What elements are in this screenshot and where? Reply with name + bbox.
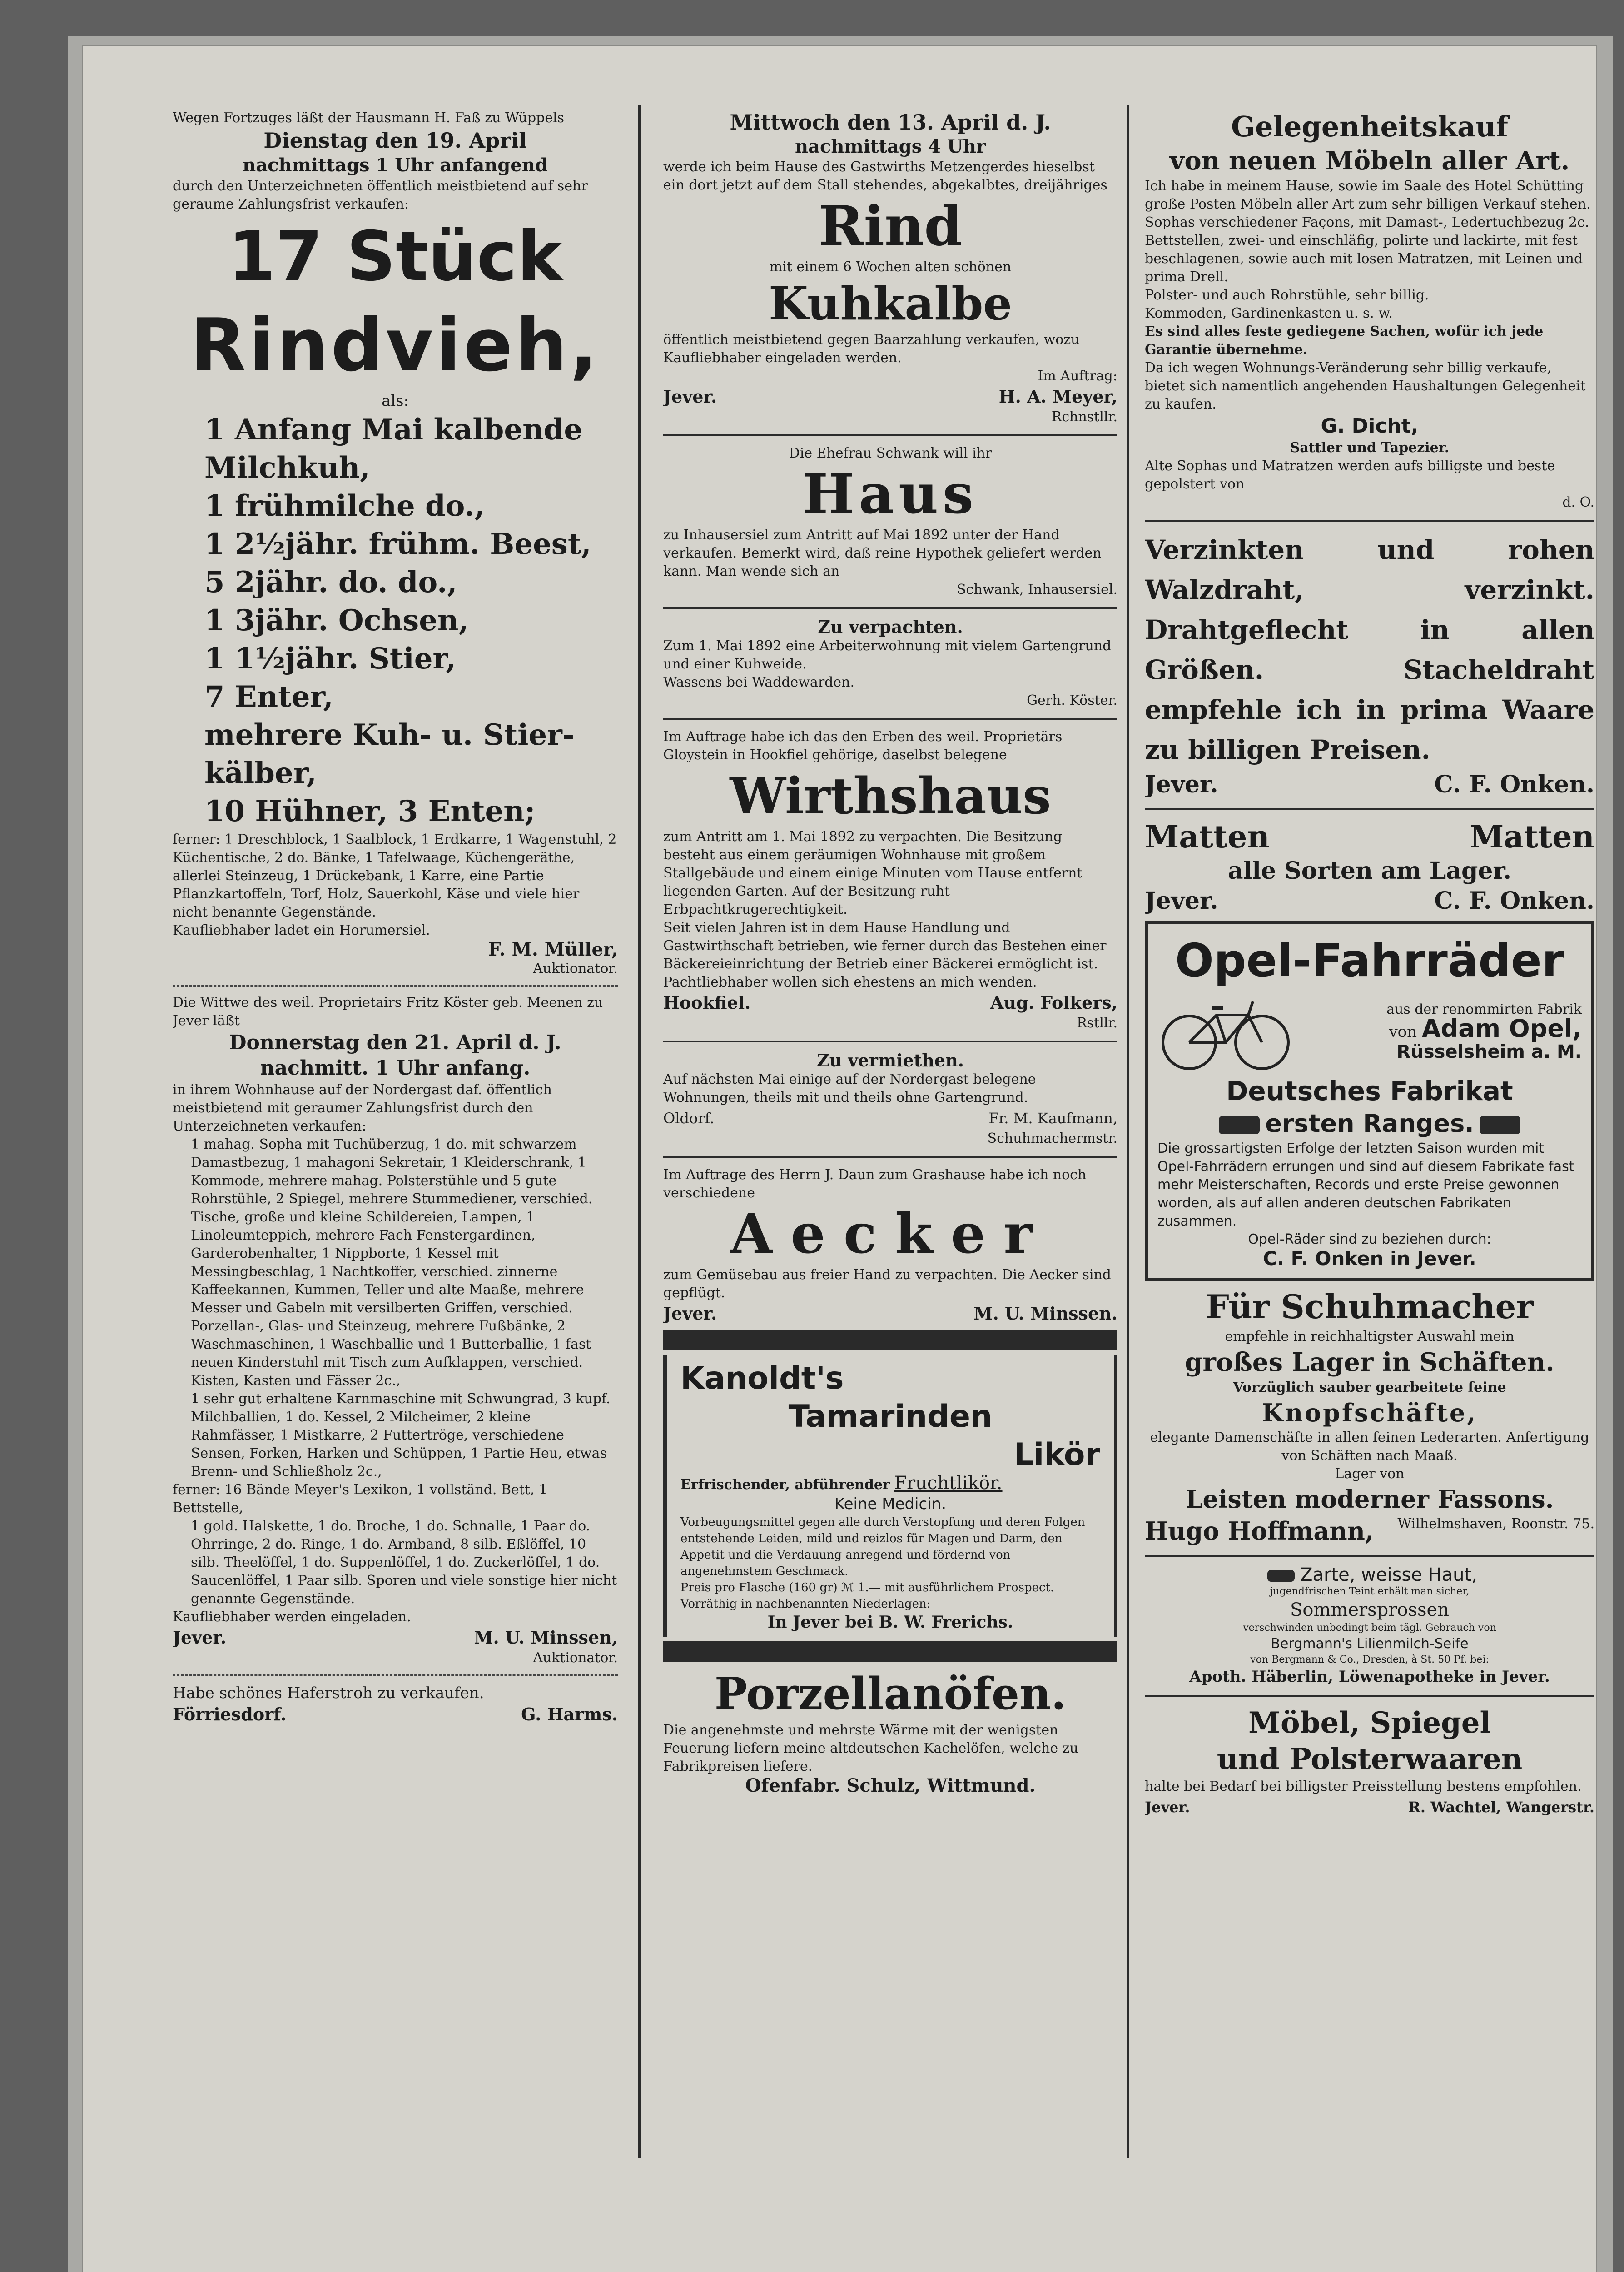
headline-row [1145, 818, 1594, 856]
ad-text: Im Auftrage habe ich das den Erben des weil. Proprietärs Gloystein in Hookfiel gehörige, daselbst belegene [663, 729, 1063, 763]
ad-headline: Haus [803, 462, 978, 526]
signature-row [663, 385, 1117, 408]
ad-text: Bettstellen, zwei- und einschläfig, polirte und lackirte, mit fest beschlagenen, sowie auch mit losen Matratzen, mit Leinen und prima Drell. [1145, 233, 1583, 285]
ad-signature-role: Auktionator. [533, 961, 618, 977]
ad-headline: Für Schuhmacher [1206, 1287, 1534, 1326]
ad-signature: C. F. Onken. [1434, 887, 1594, 915]
ad-text: 1 mahag. Sopha mit Tuchüberzug, 1 do. mit schwarzem Damastbezug, 1 mahagoni Sekretair, 1 Kleiderschrank, 1 Kommode, mehrere mahag. Polsterstühle und 5 gute Rohrstühle, 2 Spiegel, mehrere Stummediener, verschied. Tische, große und kleine Schildereien, Lampen, 1 Linoleumteppich, mehrere Fach Fenstergardinen, Garderobenhalter, 1 Nippborte, 1 Kessel mit Messingbeschlag, 1 Nachtkoffer, verschied. zinnerne Kaffeekannen, Kummen, Teller und alte Maaße, mehrere Messer und Gabeln mit versilberten Griffen, verschied. Porzellan-, Glas- und Steinzeug, mehrere Fußbänke, 2 Waschmaschinen, 1 Waschballie und 1 Butterballie, 1 fast neuen Kinderstuhl mit Tisch zum Aufklappen, verschied. Kisten, Kasten und Fässer 2c., [191, 1136, 593, 1389]
ad-signature: Hugo Hoffmann, [1145, 1516, 1374, 1545]
ad-text: Sophas verschiedener Façons, mit Damast-, Ledertuchbezug 2c. [1145, 214, 1589, 230]
ad-signature: Schwank, Inhausersiel. [957, 582, 1117, 598]
ad-date: Donnerstag den 21. April d. J. [229, 1031, 561, 1054]
ad-signature: H. A. Meyer, [998, 386, 1117, 407]
ad-text: als: [381, 392, 409, 410]
ad-headline: Aecker [730, 1202, 1051, 1266]
ad-text: Sommersprossen [1290, 1599, 1449, 1620]
ad-headline: Gelegenheitskauf [1231, 110, 1508, 143]
ad-headline: großes Lager in Schäften. [1185, 1347, 1554, 1377]
ad-text: ferner: 1 Dreschblock, 1 Saalblock, 1 Erdkarre, 1 Wagenstuhl, 2 Küchentische, 2 do. Bänke, 1 Tafelwaage, Küchengeräthe, allerlei Steinzeug, 1 Drückebank, 1 Karre, eine Partie Pflanzkartoffeln, Torf, Holz, Sauerkohl, Käse und viele hier nicht benannte Gegenstände. [173, 832, 617, 920]
ad-headline [1145, 1565, 1594, 1585]
ad-text: halte bei Bedarf bei billigster Preisstellung bestens empfohlen. [1145, 1779, 1582, 1794]
divider [173, 1674, 618, 1676]
column-1 [173, 109, 618, 2245]
ad-text: öffentlich meistbietend gegen Baarzahlung verkaufen, wozu Kaufliebhaber eingeladen werden. [663, 332, 1080, 366]
list-item: 1 3jähr. Ochsen, [204, 603, 469, 638]
ad-text: 1 gold. Halskette, 1 do. Broche, 1 do. Schnalle, 1 Paar do. Ohrringe, 2 do. Ringe, 1 do. Armband, 8 silb. Eßlöffel, 10 silb. Theelöffel, 1 do. Suppenlöffel, 1 do. Zuckerlöffel, 1 do. Saucenlöffel, 1 Paar silb. Sporen und viele sonstige hier nicht genannte Gegenstände. [191, 1518, 617, 1607]
column-3 [1145, 109, 1594, 2245]
column-2 [663, 109, 1117, 2245]
ad-place: Jever. [173, 1627, 227, 1648]
ad-place: Förriesdorf. [173, 1704, 287, 1724]
ad-city: Wilhelmshaven, Roonstr. 75. [1397, 1516, 1594, 1532]
ad-text: jugendfrischen Teint erhält man sicher, [1270, 1586, 1470, 1597]
ad-text: verschwinden unbedingt beim tägl. Gebrauch von [1243, 1622, 1496, 1634]
divider [663, 1156, 1117, 1158]
ad-headline: Likör [1013, 1437, 1100, 1473]
list-item: 1 frühmilche do., [204, 489, 485, 523]
ad-text: Pachtliebhaber wollen sich ehestens an mich wenden. [663, 974, 1037, 990]
ad-text: C. F. Onken in Jever. [1263, 1247, 1476, 1270]
ad-signature-role: Auktionator. [533, 1650, 618, 1666]
list-item: 1 2½jähr. frühm. Beest, [204, 527, 591, 561]
ad-headline: Matten [1145, 819, 1270, 855]
ad-headline [1157, 1108, 1582, 1140]
ad-text: Habe schönes Haferstroh zu verkaufen. [173, 1684, 484, 1702]
ad-text: Im Auftrag: [1038, 368, 1117, 384]
ad-heading: Zu verpachten. [818, 617, 963, 637]
ad-headline: Kanoldt's [680, 1360, 844, 1396]
signature-row [173, 1626, 618, 1649]
ad-signature: G. Dicht, [1321, 414, 1419, 438]
divider [1145, 1555, 1594, 1557]
ad-place: Oldorf. [663, 1110, 715, 1127]
ad-text: Im Auftrage des Herrn J. Daun zum Grashause habe ich noch verschiedene [663, 1167, 1087, 1201]
ad-text: Es sind alles feste gediegene Sachen, wofür ich jede Garantie übernehme. [1145, 324, 1544, 358]
signature-row [1145, 1515, 1594, 1547]
ad-signature: M. U. Minssen. [973, 1303, 1117, 1324]
ad-time: nachmittags 4 Uhr [795, 136, 986, 157]
ad-text: Vorbeugungsmittel gegen alle durch Verstopfung und deren Folgen entstehende Leiden, mild und reizlos für Magen und Darm, den Appetit und die Verdauung anregend und fördernd von angenehmstem Geschmack. [680, 1515, 1085, 1578]
ad-time: nachmitt. 1 Uhr anfang. [260, 1056, 531, 1080]
ad-text: Die grossartigsten Erfolge der letzten Saison wurden mit Opel-Fahrrädern errungen und sind auf diesem Fabrikate fast mehr Meisterschaften, Records und erste Preise gewonnen worden, als auf allen anderen deutschen Fabrikaten zusammen. [1157, 1141, 1574, 1229]
ad-headline: Leisten moderner Fassons. [1185, 1485, 1554, 1514]
ad-text: Fruchtlikör. [894, 1473, 1003, 1494]
ad-place: Jever. [1145, 771, 1218, 798]
signature-row [1145, 886, 1594, 916]
ad-text [1294, 1014, 1582, 1043]
ad-text: Alte Sophas und Matratzen werden aufs billigste und beste gepolstert von [1145, 458, 1555, 492]
ad-signature: Fr. M. Kaufmann, [988, 1110, 1117, 1127]
ad-signature: M. U. Minssen, [474, 1627, 618, 1648]
divider [663, 1041, 1117, 1042]
ad-text: ferner: 16 Bände Meyer's Lexikon, 1 vollständ. Bett, 1 Bettstelle, [173, 1482, 548, 1516]
ad-text: von [1389, 1022, 1417, 1041]
ad-text: Zum 1. Mai 1892 eine Arbeiterwohnung mit vielem Gartengrund und einer Kuhweide. [663, 638, 1112, 672]
divider [173, 985, 618, 987]
ad-headline: Tamarinden [788, 1399, 993, 1435]
ad-headline: von neuen Möbeln aller Art. [1169, 146, 1570, 176]
liqueur-ad [663, 1355, 1117, 1637]
ad-text: Lager von [1335, 1466, 1405, 1482]
ad-text: Kaufliebhaber werden eingeladen. [173, 1609, 411, 1625]
ad-heading: Zu vermiethen. [817, 1050, 964, 1071]
ad-headline: Wirthshaus [730, 767, 1051, 825]
ad-text: Seit vielen Jahren ist in dem Hause Handlung und Gastwirthschaft betrieben, wie ferner durch das Bestehen einer Bäckereieinrichtung der Betrieb einer Bäckerei ermöglicht ist. [663, 920, 1107, 972]
ad-text: Kaufliebhaber ladet ein Horumersiel. [173, 922, 430, 938]
ad-text-bold: Erfrischender, abführender [680, 1477, 890, 1493]
ad-signature-role: Rstllr. [1077, 1015, 1117, 1031]
ad-text: Vorzüglich sauber gearbeitete feine [1233, 1380, 1506, 1395]
list-item: 1 Anfang Mai kalbende Milchkuh, [204, 413, 583, 485]
ad-signature: G. Harms. [521, 1704, 618, 1724]
signature-row [1145, 770, 1594, 800]
ad-text: empfehle in reichhaltigster Auswahl mein [1225, 1329, 1515, 1345]
pointing-hand-icon [1219, 1116, 1260, 1134]
ad-headline: Opel-Fahrräder [1175, 934, 1564, 987]
signature-row [663, 1302, 1117, 1325]
ad-text: in ihrem Wohnhause auf der Nordergast daf. öffentlich meistbietend mit geraumer Zahlungsfrist durch den Unterzeichneten verkaufen: [173, 1082, 552, 1134]
ad-signature: C. F. Onken. [1434, 771, 1594, 798]
ad-headline: Knopfschäfte, [1261, 1398, 1478, 1427]
ad-place: Jever. [663, 1303, 717, 1324]
signature-row [173, 1703, 618, 1726]
ad-text: Wegen Fortzuges läßt der Hausmann H. Faß zu Wüppels [173, 110, 565, 126]
ad-headline: 17 Stück [228, 217, 563, 296]
divider [663, 718, 1117, 720]
divider [1145, 808, 1594, 810]
ad-text: zu Inhausersiel zum Antritt auf Mai 1892 unter der Hand verkaufen. Bemerkt wird, daß reine Hypothek geliefert werden kann. Man wende sich an [663, 527, 1102, 579]
ad-headline: Kuhkalbe [769, 277, 1012, 330]
list-item: 1 1½jähr. Stier, [204, 642, 456, 676]
ad-text: Die Wittwe des weil. Proprietairs Fritz Köster geb. Meenen zu Jever läßt [173, 995, 603, 1029]
ad-text: aus der renommirten Fabrik [1386, 1001, 1582, 1017]
ad-headline: Matten [1470, 819, 1594, 855]
ad-time: nachmittags 1 Uhr anfangend [243, 154, 548, 176]
ad-text: durch den Unterzeichneten öffentlich meistbietend auf sehr geraume Zahlungsfrist verkaufen: [173, 178, 588, 212]
ad-text: mit einem 6 Wochen alten schönen [769, 259, 1012, 275]
ad-headline-text: ersten Ranges. [1265, 1109, 1474, 1138]
ad-headline: und Polsterwaaren [1217, 1742, 1523, 1776]
ad-text: werde ich beim Hause des Gastwirths Metzengerdes hieselbst ein dort jetzt auf dem Stall stehendes, abgekalbtes, dreijähriges [663, 159, 1107, 193]
list-item: 5 2jähr. do. do., [204, 565, 457, 599]
pointing-hand-icon [1480, 1116, 1520, 1134]
ad-place: Jever. [663, 386, 717, 407]
ad-text: Da ich wegen Wohnungs-Veränderung sehr billig verkaufe, bietet sich namentlich angehenden Haushaltungen Gelegenheit zu kaufen. [1145, 360, 1586, 412]
ad-text: Apoth. Häberlin, Löwenapotheke in Jever. [1189, 1668, 1550, 1686]
ad-text: Bergmann's Lilienmilch-Seife [1271, 1636, 1469, 1652]
ad-signature-role: Rchnstllr. [1051, 409, 1117, 425]
divider [663, 607, 1117, 609]
ad-headline: Deutsches Fabrikat [1226, 1076, 1513, 1106]
ornament-bar [663, 1330, 1117, 1350]
divider [1145, 520, 1594, 522]
ad-city: Rüsselsheim a. M. [1396, 1041, 1582, 1062]
ad-signature: Gerh. Köster. [1027, 693, 1117, 708]
ad-text: zum Gemüsebau aus freier Hand zu verpachten. Die Aecker sind gepflügt. [663, 1267, 1111, 1301]
ad-text: Kommoden, Gardinenkasten u. s. w. [1145, 305, 1393, 321]
divider [663, 434, 1117, 436]
ad-signature-role: Schuhmachermstr. [987, 1131, 1117, 1146]
signature-row [663, 992, 1117, 1014]
ad-signature: Aug. Folkers, [990, 992, 1117, 1013]
ad-headline: Verzinkten und rohen Walzdraht, verzinkt. Drahtgeflecht in allen Größen. Stacheldraht empfehle ich in prima Waare zu billigen Preisen. [1145, 534, 1594, 765]
signature-row [663, 1107, 1117, 1130]
ad-text: alle Sorten am Lager. [1227, 857, 1512, 885]
ad-text: Wassens bei Waddewarden. [663, 674, 854, 690]
ad-date: Mittwoch den 13. April d. J. [730, 110, 1051, 135]
ad-text: Polster- und auch Rohrstühle, sehr billig. [1145, 287, 1429, 303]
list-item: 7 Enter, [204, 680, 333, 714]
divider [1145, 1695, 1594, 1697]
ad-signature: Ofenfabr. Schulz, Wittmund. [745, 1775, 1036, 1796]
opel-ad [1145, 921, 1594, 1281]
ad-place: Jever. [1145, 1799, 1190, 1816]
ad-text: Die angenehmste und mehrste Wärme mit der wenigsten Feuerung liefern meine altdeutschen Kachelöfen, welche zu Fabrikpreisen liefere. [663, 1722, 1078, 1774]
ad-text: 1 sehr gut erhaltene Karnmaschine mit Schwungrad, 3 kupf. Milchballien, 1 do. Kessel, 2 Milcheimer, 2 kleine Rahmfässer, 1 Mistkarre, 2 Futtertröge, verschiedene Sensen, Forken, Harken und Schüppen, 1 Partie Heu, etwas Brenn- und Schließholz 2c., [191, 1391, 611, 1480]
ad-date: Dienstag den 19. April [263, 128, 527, 153]
ornament-bar [663, 1641, 1117, 1662]
ad-place: Hookfiel. [663, 992, 751, 1013]
ad-text: Opel-Räder sind zu beziehen durch: [1248, 1231, 1491, 1247]
ad-text: elegante Damenschäfte in allen feinen Lederarten. Anfertigung von Schäften nach Maaß. [1150, 1430, 1589, 1464]
ad-signature: R. Wachtel, Wangerstr. [1408, 1799, 1594, 1816]
ad-text: von Bergmann & Co., Dresden, à St. 50 Pf. bei: [1250, 1654, 1489, 1665]
bicycle-icon [1157, 988, 1294, 1074]
column-rule [1127, 105, 1129, 2158]
ad-text: Die Ehefrau Schwank will ihr [789, 445, 992, 461]
ad-headline: Rind [818, 194, 963, 258]
ad-text: Preis pro Flasche (160 gr) ℳ 1.— mit ausführlichem Prospect. Vorräthig in nachbenannten Niederlagen: [680, 1581, 1054, 1611]
ad-headline-text: Zarte, weisse Haut, [1300, 1564, 1477, 1585]
opel-row [1157, 988, 1582, 1074]
ad-text: zum Antritt am 1. Mai 1892 zu verpachten. Die Besitzung besteht aus einem geräumigen Wohnhause mit großem Stallgebäude und einem einige Minuten vom Hause entfernt liegenden Garten. Auf der Besitzung ruht Erbpachtkrugerechtigkeit. [663, 829, 1083, 917]
ad-place: Jever. [1145, 887, 1218, 915]
signature-row [1145, 1796, 1594, 1819]
ad-headline: Porzellanöfen. [714, 1668, 1067, 1719]
column-rule [638, 105, 641, 2158]
ad-text: Keine Medicin. [834, 1495, 947, 1513]
ad-headline: Möbel, Spiegel [1248, 1706, 1491, 1740]
ad-headline: Rindvieh, [190, 303, 601, 388]
pointing-hand-icon [1267, 1570, 1295, 1582]
opel-maker [1294, 1001, 1582, 1062]
ad-maker-name: Adam Opel, [1421, 1014, 1582, 1043]
list-item: 10 Hühner, 3 Enten; [204, 794, 536, 828]
ad-text: Auf nächsten Mai einige auf der Nordergast belegene Wohnungen, theils mit und theils ohne Gartengrund. [663, 1071, 1036, 1106]
item-list [173, 411, 618, 831]
ad-text: In Jever bei B. W. Frerichs. [767, 1613, 1013, 1632]
ad-signature: F. M. Müller, [488, 939, 618, 960]
ad-signature: d. O. [1562, 494, 1594, 510]
ad-signature-role: Sattler und Tapezier. [1290, 440, 1450, 456]
list-item: mehrere Kuh- u. Stier-kälber, [204, 718, 575, 790]
ad-text [680, 1474, 1100, 1494]
ad-text: Ich habe in meinem Hause, sowie im Saale des Hotel Schütting große Posten Möbeln aller Art zum sehr billigen Verkauf stehen. [1145, 178, 1591, 212]
